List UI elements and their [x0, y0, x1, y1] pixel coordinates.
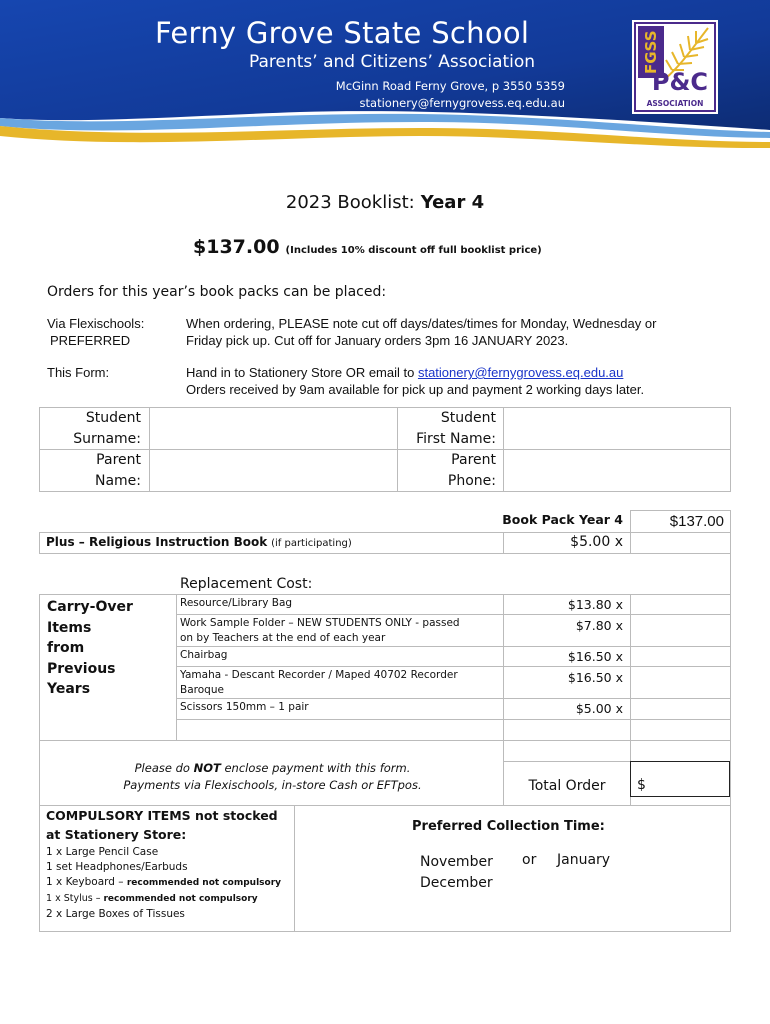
- carry-over-label: Carry-Over Items from Previous Years: [47, 599, 133, 697]
- replacement-item-price: $5.00 x: [575, 701, 623, 716]
- school-email: stationery@fernygrovess.eq.edu.au: [359, 96, 565, 110]
- compulsory-item: 1 x Large Pencil Case: [46, 846, 159, 858]
- book-pack-price: $137.00: [669, 513, 724, 530]
- religious-price: $5.00 x: [570, 534, 623, 550]
- compulsory-item: 1 set Headphones/Earbuds: [46, 861, 188, 873]
- compulsory-item: 1 x Stylus – recommended not compulsory: [46, 893, 258, 904]
- form-text: Hand in to Stationery Store OR email to stationery@fernygrovess.eq.edu.au Orders received by 9am available for pick up and payment 2 working days later.: [186, 365, 645, 397]
- surname-field[interactable]: [150, 408, 397, 449]
- replacement-qty-column[interactable]: [632, 596, 730, 740]
- flexischools-label: Via Flexischools: PREFERRED: [47, 316, 145, 348]
- booklist-title-prefix: 2023 Booklist:: [285, 192, 415, 213]
- discount-note: (Includes 10% discount off full booklist price): [285, 245, 542, 256]
- parent-phone-label: Parent Phone:: [447, 452, 496, 489]
- header-banner: [0, 0, 770, 160]
- school-name: Ferny Grove State School: [155, 16, 530, 50]
- fern-logo-icon: [632, 20, 718, 114]
- booklist-price: $137.00: [193, 236, 280, 258]
- replacement-item: Yamaha - Descant Recorder / Maped 40702 Recorder Baroque: [180, 669, 458, 696]
- stationery-email-link[interactable]: stationery@fernygrovess.eq.edu.au: [417, 365, 624, 380]
- booklist-year: Year 4: [420, 192, 485, 213]
- total-order-field[interactable]: $: [630, 761, 730, 797]
- parent-phone-field[interactable]: [504, 450, 730, 491]
- svg-text:ASSOCIATION: ASSOCIATION: [646, 99, 704, 108]
- replacement-item: Chairbag: [180, 649, 228, 661]
- booklist-price-line: [193, 236, 542, 258]
- collection-heading: Preferred Collection Time:: [412, 819, 605, 834]
- orders-heading: Orders for this year’s book packs can be placed:: [47, 284, 387, 300]
- replacement-item: Work Sample Folder – NEW STUDENTS ONLY - passed on by Teachers at the end of each year: [180, 617, 460, 644]
- replacement-item-price: $16.50 x: [567, 649, 623, 664]
- booklist-title: [0, 192, 770, 213]
- religious-instruction-row: Plus – Religious Instruction Book (if participating): [46, 535, 352, 549]
- total-order-label: Total Order: [528, 778, 606, 794]
- compulsory-item: 1 x Keyboard – recommended not compulsory: [46, 876, 282, 888]
- first-name-field[interactable]: [504, 408, 730, 449]
- flexischools-text: When ordering, PLEASE note cut off days/dates/times for Monday, Wednesday or Friday pick up. Cut off for January orders 3pm 16 JANUARY 2023.: [186, 316, 657, 348]
- school-address: McGinn Road Ferny Grove, p 3550 5359: [335, 79, 565, 93]
- form-label: This Form:: [47, 365, 110, 380]
- school-address-block: [336, 78, 565, 112]
- replacement-heading: Replacement Cost:: [180, 576, 313, 592]
- pc-logo: [632, 20, 718, 114]
- replacement-item-price: $16.50 x: [567, 670, 623, 685]
- parent-name-label: Parent Name:: [94, 452, 141, 489]
- collection-option-january[interactable]: January: [557, 852, 611, 868]
- religious-qty-field[interactable]: [632, 533, 730, 553]
- compulsory-list: [46, 845, 281, 922]
- compulsory-heading: COMPULSORY ITEMS not stocked at Stationery Store:: [46, 808, 278, 842]
- book-pack-label: Book Pack Year 4: [502, 512, 623, 527]
- surname-label: Student Surname:: [73, 410, 141, 447]
- association-name: Parents’ and Citizens’ Association: [249, 52, 536, 72]
- replacement-item: Resource/Library Bag: [180, 597, 293, 609]
- collection-option-nov-dec[interactable]: November December: [420, 854, 493, 891]
- compulsory-item: 2 x Large Boxes of Tissues: [46, 908, 185, 920]
- payment-note: Please do NOT enclose payment with this form. Payments via Flexischools, in-store Cash or EFTpos.: [123, 761, 422, 792]
- first-name-label: Student First Name:: [416, 410, 496, 447]
- replacement-item-price: $7.80 x: [575, 618, 623, 633]
- svg-text:FGSS: FGSS: [642, 30, 660, 74]
- replacement-item: Scissors 150mm – 1 pair: [180, 701, 309, 713]
- parent-name-field[interactable]: [150, 450, 397, 491]
- svg-text:P&C: P&C: [651, 68, 708, 96]
- collection-or: or: [522, 852, 537, 868]
- replacement-item-price: $13.80 x: [567, 597, 623, 612]
